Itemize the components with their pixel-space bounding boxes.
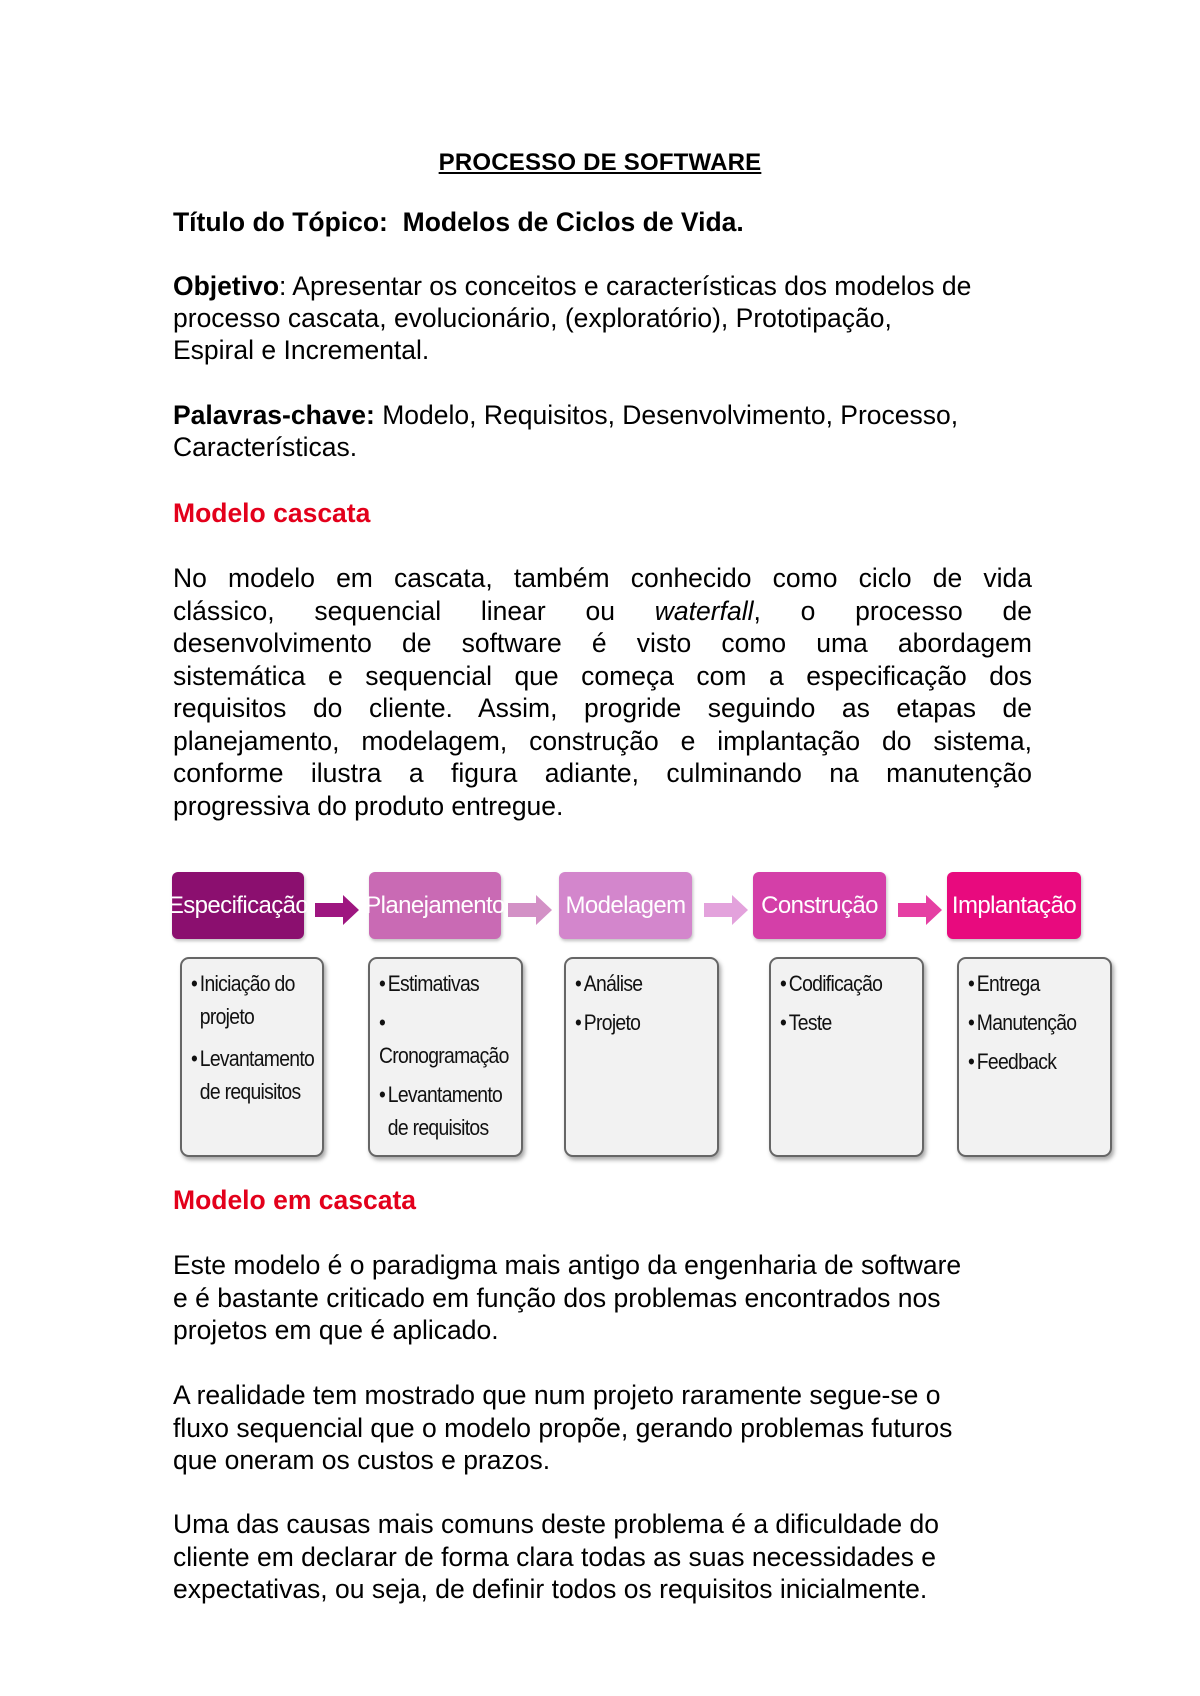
stage-box	[769, 957, 924, 1157]
stage-item: • Estimativas	[379, 971, 480, 996]
section-heading: Modelo cascata	[173, 498, 371, 528]
stage-header: Modelagem	[559, 872, 692, 939]
stage-box	[368, 957, 523, 1157]
paragraph-line: No modelo em cascata, também conhecido como ciclo de vida	[173, 563, 1032, 593]
stage-item: • Manutenção	[968, 1010, 1077, 1035]
stage-item: • Codificação	[780, 971, 883, 996]
stage-header: Implantação	[947, 872, 1081, 939]
stage-item: • Entrega	[968, 971, 1040, 996]
document-title: PROCESSO DE SOFTWARE	[438, 149, 762, 176]
keywords-label: Palavras-chave:	[173, 400, 375, 430]
paragraph-line: expectativas, ou seja, de definir todos os requisitos inicialmente.	[173, 1574, 928, 1604]
paragraph-line: cliente em declarar de forma clara todas as suas necessidades e	[173, 1541, 937, 1572]
topic-label: Título do Tópico:	[173, 207, 388, 237]
waterfall-diagram	[168, 872, 1118, 1162]
paragraph-line: requisitos do cliente. Assim, progride seguindo as etapas de	[173, 693, 1032, 723]
paragraph-line: progressiva do produto entregue.	[173, 790, 564, 821]
stage-header: Construção	[753, 872, 886, 939]
objective-text: Espiral e Incremental.	[173, 335, 430, 365]
stage-item: de requisitos	[387, 1115, 489, 1140]
paragraph-line: clássico, sequencial linear ou waterfall, o processo de	[173, 595, 1032, 626]
keywords-text: Modelo, Requisitos, Desenvolvimento, Processo,	[374, 400, 959, 430]
section2-paragraph	[173, 1508, 1073, 1606]
section2-paragraph	[173, 1379, 1073, 1477]
objective-text: : Apresentar os conceitos e características dos modelos de	[279, 271, 972, 301]
stage-item: • Teste	[780, 1010, 832, 1035]
section1-paragraph	[173, 562, 1032, 822]
section-heading: Modelo em cascata	[173, 1185, 417, 1215]
paragraph-line: Uma das causas mais comuns deste problema é a dificuldade do	[173, 1509, 939, 1539]
keywords-text: Características.	[173, 432, 358, 462]
arrow-icon	[704, 895, 748, 925]
paragraph-line: conforme ilustra a figura adiante, culminando na manutenção	[173, 758, 1032, 788]
stage-item: • Iniciação do	[191, 971, 295, 996]
arrow-icon	[898, 895, 942, 925]
paragraph-line: desenvolvimento de software é visto como uma abordagem	[173, 628, 1032, 658]
arrow-icon	[508, 895, 552, 925]
stage-item: • Análise	[575, 971, 643, 996]
arrow-icon	[315, 895, 359, 925]
paragraph-line: que oneram os custos e prazos.	[173, 1445, 551, 1475]
paragraph-line: sistemática e sequencial que começa com a especificação dos	[173, 660, 1032, 691]
stage-item: • Feedback	[968, 1049, 1057, 1074]
section2-paragraph	[173, 1249, 1073, 1347]
stage-item: projeto	[199, 1004, 255, 1029]
stage-item: de requisitos	[199, 1079, 301, 1104]
paragraph-line: Este modelo é o paradigma mais antigo da engenharia de software	[173, 1250, 962, 1280]
paragraph-line: fluxo sequencial que o modelo propõe, gerando problemas futuros	[173, 1412, 953, 1443]
stage-item: • Levantamento	[379, 1082, 503, 1107]
waterfall-term: waterfall	[654, 595, 754, 626]
stage-box	[180, 957, 324, 1157]
stage-item: • Projeto	[575, 1010, 641, 1035]
stage-header: Especificação	[172, 872, 304, 939]
topic-line	[173, 206, 744, 239]
objective-label: Objetivo	[173, 271, 280, 301]
topic-value: Modelos de Ciclos de Vida.	[402, 207, 744, 237]
stage-box	[957, 957, 1112, 1157]
paragraph-line: A realidade tem mostrado que num projeto raramente segue-se o	[173, 1380, 941, 1410]
stage-item: • Levantamento	[191, 1046, 315, 1071]
paragraph-line: e é bastante criticado em função dos problemas encontrados nos	[173, 1282, 941, 1313]
objective-text: processo cascata, evolucionário, (exploratório), Prototipação,	[173, 303, 892, 333]
stage-item: •Cronogramação	[379, 1010, 509, 1068]
stage-header: Planejamento	[369, 872, 501, 939]
paragraph-line: planejamento, modelagem, construção e implantação do sistema,	[173, 725, 1032, 756]
stage-box	[564, 957, 719, 1157]
paragraph-line: projetos em que é aplicado.	[173, 1315, 499, 1345]
